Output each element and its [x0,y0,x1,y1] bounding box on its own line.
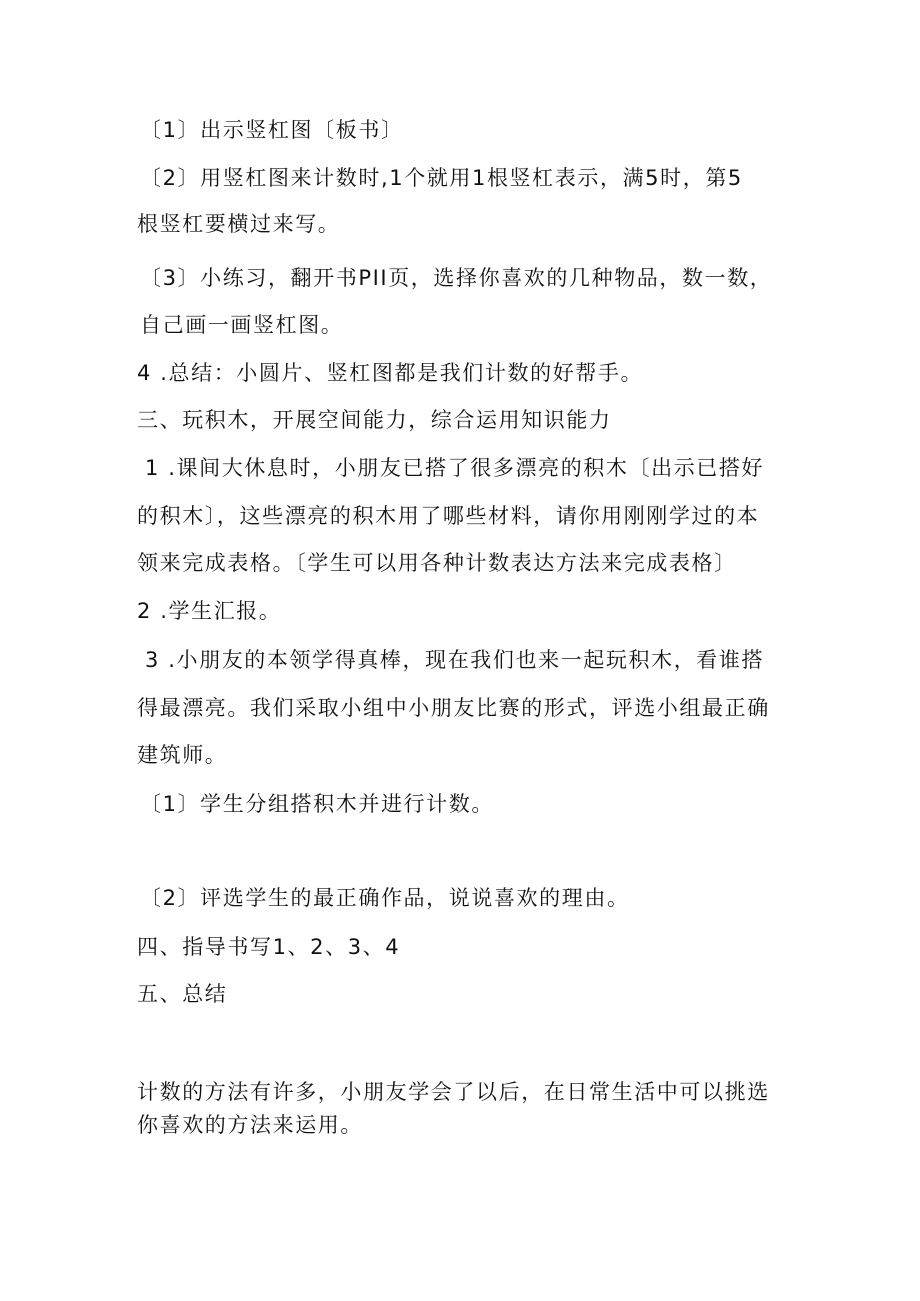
text-line-1: 〔1〕出示竖杠图〔板书〕 [140,118,404,142]
text-line-3: 根竖杠要横过来写。 [137,212,341,236]
text-line-14: 建筑师。 [137,743,228,767]
text-line-15: 〔1〕学生分组搭积木并进行计数。 [140,792,494,816]
text-line-20: 你喜欢的方法来运用。 [137,1113,363,1137]
text-line-16: 〔2〕评选学生的最正确作品，说说喜欢的理由。 [140,886,630,910]
section-heading-4: 四、指导书写1、2、3、4 [137,935,401,959]
text-line-19: 计数的方法有许多，小朋友学会了以后，在日常生活中可以挑选 [137,1080,770,1104]
text-line-6: 4 .总结：小圆片、竖杠图都是我们计数的好帮手。 [137,361,644,385]
text-line-2: 〔2〕用竖杠图来计数时,1个就用1根竖杠表示，满5时，第5 [140,166,743,190]
text-line-8: 1 .课间大休息时，小朋友已搭了很多漂亮的积木〔出示已搭好 [145,456,765,480]
text-line-10: 领来完成表格。〔学生可以用各种计数表达方法来完成表格〕 [137,551,737,575]
text-line-5: 自己画一画竖杠图。 [140,313,344,337]
text-line-4: 〔3〕小练习，翻开书PII页，选择你喜欢的几种物品，数一数， [140,266,773,290]
text-line-13: 得最漂亮。我们采取小组中小朋友比赛的形式，评选小组最正确 [137,696,770,720]
text-line-11: 2 .学生汇报。 [137,599,282,623]
text-line-12: 3 .小朋友的本领学得真棒，现在我们也来一起玩积木，看谁搭 [145,648,765,672]
section-heading-3: 三、玩积木，开展空间能力，综合运用知识能力 [137,408,612,432]
text-line-9: 的积木〕，这些漂亮的积木用了哪些材料，请你用刚刚学过的本 [137,504,760,528]
section-heading-5: 五、总结 [137,982,228,1006]
